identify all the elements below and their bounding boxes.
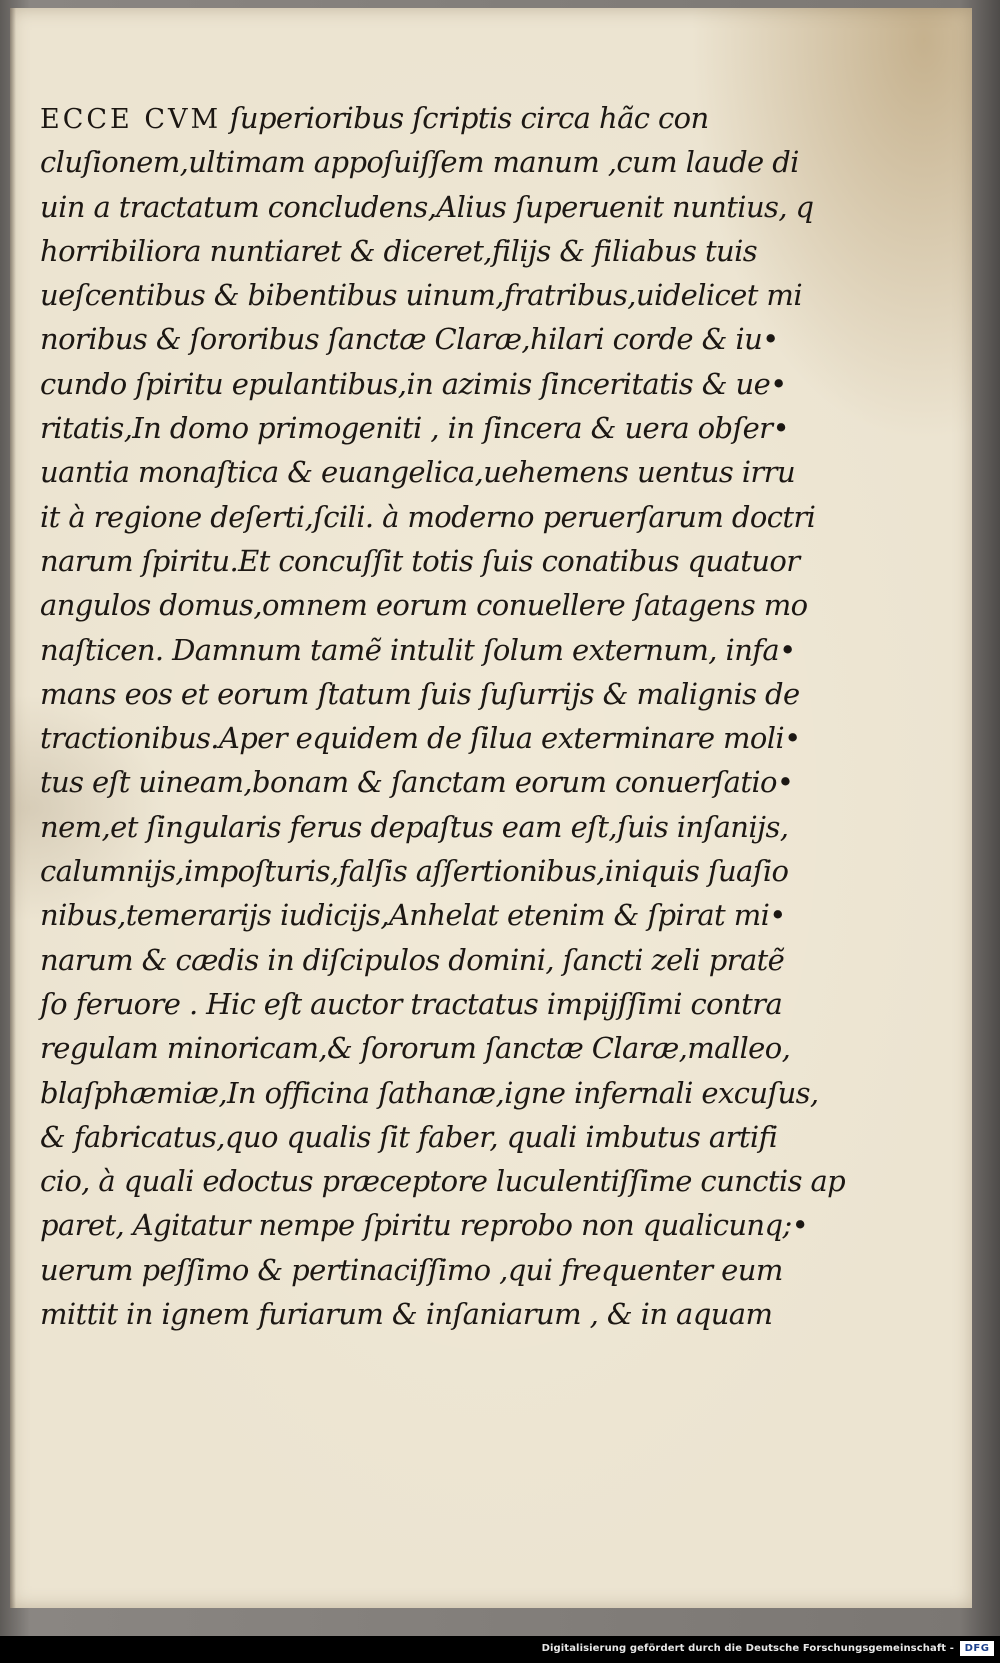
text-line-17: nem,et ſingularis ferus depaſtus eam eſt,ſuis inſanijs, <box>40 809 789 844</box>
text-line-19: nibus,temerarijs iudicijs,Anhelat etenim & ſpirat mi• <box>40 898 786 933</box>
text-line-22: regulam minoricam,& ſororum ſanctæ Claræ,malleo, <box>40 1031 791 1066</box>
footer-bar <box>0 1636 1000 1663</box>
text-line-26: paret, Agitatur nempe ſpiritu reprobo non qualicunq;• <box>40 1208 809 1243</box>
text-line-7: cundo ſpiritu epulantibus,in azimis ſinceritatis & ue• <box>40 366 787 401</box>
text-line-4: horribiliora nuntiaret & diceret,filijs & filiabus tuis <box>40 233 758 268</box>
text-line-2: cluſionem,ultimam appoſuiſſem manum ,cum laude di <box>40 145 799 180</box>
text-line-16: tus eſt uineam,bonam & ſanctam eorum conuerſatio• <box>40 765 794 800</box>
text-line-28: mittit in ignem furiarum & inſaniarum , & in aquam <box>40 1297 773 1332</box>
text-line-14: mans eos et eorum ſtatum ſuis ſuſurrijs & malignis de <box>40 676 800 711</box>
dfg-logo-icon: DFG <box>960 1641 994 1656</box>
text-line-8: ritatis,In domo primogeniti , in ſincera & uera obſer• <box>40 411 789 446</box>
funding-credit: Digitalisierung gefördert durch die Deutsche Forschungsgemeinschaft - <box>541 1643 954 1654</box>
page-edge-shadow <box>10 8 16 1608</box>
text-line-6: noribus & ſororibus ſanctæ Claræ,hilari corde & iu• <box>40 322 779 357</box>
text-line-1 <box>40 96 780 140</box>
text-line-27: uerum peſſimo & pertinaciſſimo ,qui frequenter eum <box>40 1252 783 1287</box>
text-line-10: it à regione deſerti,ſcili. à moderno peruerſarum doctri <box>40 499 816 534</box>
text-line-24: & fabricatus,quo qualis ſit faber, quali imbutus artifi <box>40 1119 778 1154</box>
printed-text-block <box>40 96 846 1336</box>
text-line-21: ſo feruore . Hic eſt auctor tractatus impijſſimi contra <box>40 986 783 1021</box>
text-line-5: ueſcentibus & bibentibus uinum,fratribus,uidelicet mi <box>40 278 802 313</box>
book-page <box>10 8 972 1608</box>
text-line-12: angulos domus,omnem eorum conuellere ſatagens mo <box>40 588 808 623</box>
text-line-9: uantia monaſtica & euangelica,uehemens uentus irru <box>40 455 796 490</box>
text-line-11: narum ſpiritu.Et concuſſit totis ſuis conatibus quatuor <box>40 543 800 578</box>
text-line-15: tractionibus.Aper equidem de ſilua exterminare moli• <box>40 721 801 756</box>
text-line-25: cio, à quali edoctus præceptore luculentiſſime cunctis ap <box>40 1164 846 1199</box>
text-line-3: uin a tractatum concludens,Alius ſuperuenit nuntius, q <box>40 189 814 224</box>
text-line-23: blaſphæmiæ,In officina ſathanæ,igne infernali excuſus, <box>40 1075 819 1110</box>
opening-words: ECCE CVM <box>40 104 222 135</box>
text-line-18: calumnijs,impoſturis,falſis aſſertionibus,iniquis ſuaſio <box>40 854 789 889</box>
text-line-13: naſticen. Damnum tamẽ intulit ſolum externum, infa• <box>40 632 796 667</box>
text-line-20: narum & cædis in diſcipulos domini, ſancti zeli pratẽ <box>40 942 785 977</box>
text-line-1-rest: ſuperioribus ſcriptis circa hãc con <box>221 101 709 135</box>
